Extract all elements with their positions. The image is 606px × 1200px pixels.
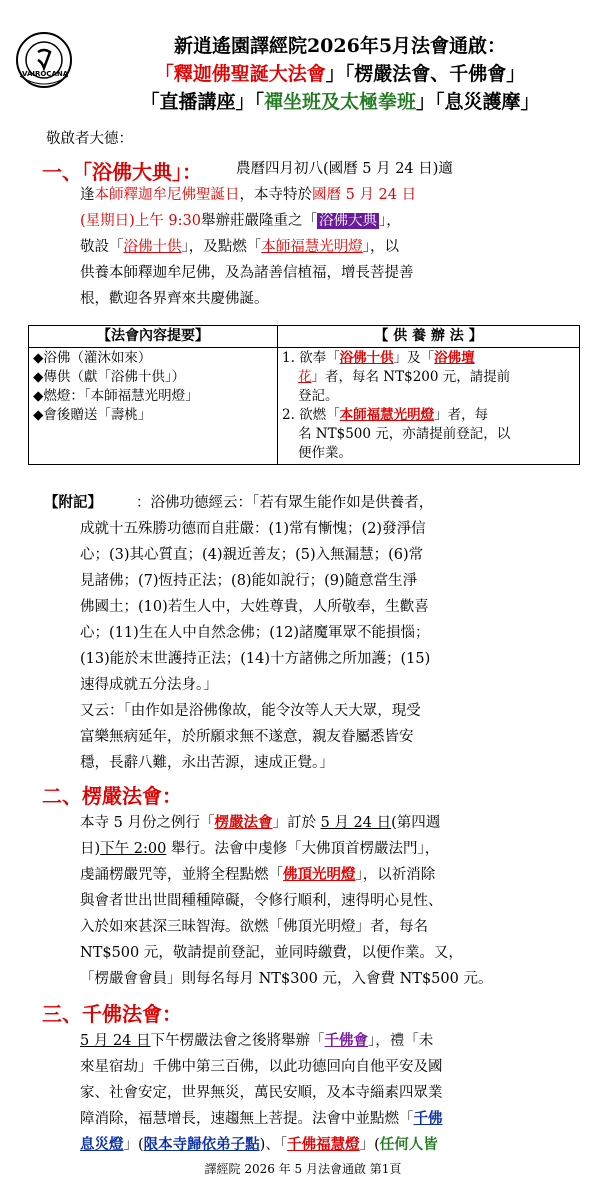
note-label: 【附記】 xyxy=(44,494,102,511)
sec1-line-5: 供養本師釋迦牟尼佛，及為諸善信植福，增長菩提善 xyxy=(80,265,414,281)
list-item: ◆浴佛（灌沐如來） xyxy=(33,350,152,366)
note-line: 心；(3)其心質直；(4)親近善友；(5)入無漏慧；(6)常 xyxy=(80,547,424,563)
table-head-right: 【 供 養 辦 法 】 xyxy=(278,326,580,348)
note-line: ：浴佛功德經云：「若有眾生能作如是供養者， xyxy=(136,495,434,511)
note-line: 成就十五殊勝功德而自莊嚴：(1)常有慚愧；(2)發淨信 xyxy=(80,521,426,537)
section-1-heading: 一、「浴佛大典」： xyxy=(42,160,202,184)
list-item: ◆燃燈：「本師福慧光明燈」 xyxy=(33,388,199,404)
sec2-line-5: 入於如來甚深三昧智海。欲燃「佛頂光明燈」者，每名 xyxy=(80,919,428,935)
note-line: 速得成就五分法身。」 xyxy=(80,677,218,693)
logo-text: VAIROCANA xyxy=(22,70,69,78)
page-footer: 譯經院 2026 年 5 月法會通啟 第1頁 xyxy=(204,1162,402,1176)
notice-title xyxy=(80,32,600,116)
sec2-line-3: 虔誦楞嚴咒等，並將全程點燃「佛頂光明燈」，以祈消除 xyxy=(80,866,436,883)
list-item: ◆會後贈送「壽桃」 xyxy=(33,407,152,423)
sec1-line-3: (星期日)上午 9:30舉辦莊嚴隆重之「 浴佛大典 」， xyxy=(80,213,401,229)
greeting: 敬啟者大德： xyxy=(46,131,133,147)
offering-item-2: 2. 欲燃「本師福慧光明燈」者，每 名 NT$500 元，亦請提前登記，以 便作業。 xyxy=(282,407,511,461)
sec1-line-2: 逢本師釋迦牟尼佛聖誕日，本寺特於國曆 5 月 24 日 xyxy=(80,187,417,203)
section-3-heading: 三、千佛法會： xyxy=(42,1002,182,1026)
sec2-line-1: 本寺 5 月份之例行「楞嚴法會」訂於 5 月 24 日(第四週 xyxy=(80,814,441,831)
sec2-line-6: NT$500 元，敬請提前登記，並同時繳費，以便作業。又， xyxy=(80,945,463,961)
note-line: 見諸佛；(7)恆持正法；(8)能如說行；(9)隨意當生淨 xyxy=(80,573,418,589)
table-right-cell xyxy=(278,348,580,465)
table-left-cell xyxy=(29,348,278,465)
sec3-line-3: 家、社會安定，世界無災，萬民安順，及本寺緇素四眾業 xyxy=(80,1085,443,1101)
sec3-line-5: 息災燈」(限本寺歸依弟子點)、「千佛福慧燈」(任何人皆 xyxy=(80,1136,438,1153)
note-line: (13)能於末世護持正法；(14)十方諸佛之所加護；(15) xyxy=(80,651,431,667)
sec2-line-7: 「楞嚴會會員」則每名每月 NT$300 元，入會費 NT$500 元。 xyxy=(80,971,493,987)
note-line: 心；(11)生在人中自然念佛；(12)諸魔軍眾不能損惱； xyxy=(80,625,430,641)
offering-table xyxy=(28,325,580,465)
title-line-1: 新逍遙園譯經院2026年5月法會通啟： xyxy=(173,35,507,57)
sec2-line-2: 日)下午 2:00 舉行。法會中虔修「大佛頂首楞嚴法門」， xyxy=(80,841,440,857)
section-2-heading: 二、楞嚴法會： xyxy=(42,784,182,808)
sec1-line-1: 農曆四月初八(國曆 5 月 24 日)適 xyxy=(236,161,453,177)
note-line: 佛國土；(10)若生人中，大姓尊貴，人所敬奉，生歡喜 xyxy=(80,599,429,615)
table-head-left: 【法會內容提要】 xyxy=(29,326,278,348)
title-line-3: 「直播講座」「禪坐班及太極拳班」「息災護摩」 xyxy=(140,91,540,113)
sec3-line-4: 障消除，福慧增長，速趨無上菩提。法會中並點燃「千佛 xyxy=(80,1110,443,1127)
note-line: 穩，長辭八難，永出苦源，速成正覺。」 xyxy=(80,755,334,771)
note-line: 又云：「由作如是浴佛像故，能令汝等人天大眾，現受 xyxy=(80,703,421,719)
sec1-line-6: 根，歡迎各界齊來共慶佛誕。 xyxy=(80,291,269,307)
list-item: ◆傳供（獻「浴佛十供」） xyxy=(33,369,186,385)
sec3-line-1: 5 月 24 日下午楞嚴法會之後將舉辦「千佛會」，禮「未 xyxy=(80,1032,434,1049)
title-line-2: 「釋迦佛聖誕大法會」「楞嚴法會、千佛會」 xyxy=(154,63,526,85)
temple-logo xyxy=(14,30,74,90)
offering-item-1: 1. 欲奉「浴佛十供」及「浴佛壇 花」者，每名 NT$200 元，請提前 登記。 xyxy=(282,350,511,404)
sec1-line-4: 敬設「浴佛十供」，及點燃「本師福慧光明燈」，以 xyxy=(80,239,399,255)
sec3-line-2: 來星宿劫」千佛中第三百佛，以此功德回向自他平安及國 xyxy=(80,1059,443,1075)
sec2-line-4: 與會者世出世間種種障礙，令修行順利，速得明心見性、 xyxy=(80,893,443,909)
note-line: 富樂無病延年，於所願求無不遂意，親友眷屬悉皆安 xyxy=(80,729,414,745)
